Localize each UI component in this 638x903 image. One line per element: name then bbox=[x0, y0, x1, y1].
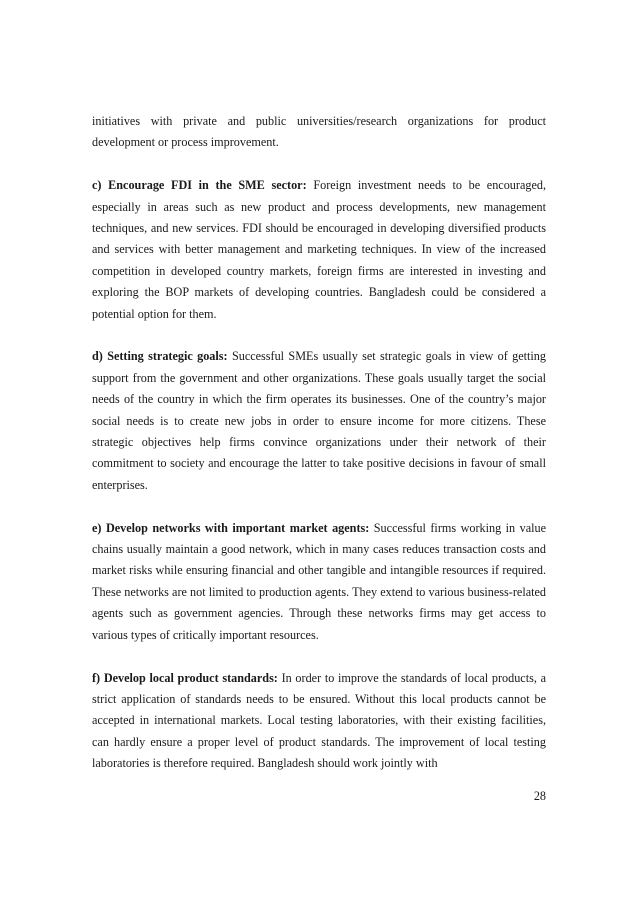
paragraph-text: initiatives with private and public universities/research organizations for product development or process improvement. bbox=[92, 114, 546, 150]
paragraph-text: In order to improve the standards of local products, a strict application of standards needs to be ensured. Without this local products cannot be accepted in international markets. Local testing laboratories, with their existing facilities, can hardly ensure a proper level of product standards. The improvement of local testing laboratories is therefore required. Bangladesh should work jointly with bbox=[92, 670, 546, 771]
paragraph-text: Successful firms working in value chains usually maintain a good network, which in many cases reduces transaction costs and market risks while ensuring financial and other tangible and intangible resources if required. These networks are not limited to production agents. They extend to various business-related agents such as government agencies. Through these networks firms may get access to various types of critically important resources. bbox=[92, 520, 547, 642]
paragraph-heading: e) Develop networks with important market agents: bbox=[92, 520, 370, 535]
paragraph-encourage-fdi bbox=[92, 175, 546, 325]
page-number: 28 bbox=[533, 789, 546, 803]
document-body bbox=[92, 111, 546, 775]
paragraph-strategic-goals bbox=[92, 346, 546, 496]
paragraph-networks bbox=[92, 518, 546, 646]
paragraph-text: Foreign investment needs to be encouraged, especially in areas such as new product and process developments, new management techniques, and new services. FDI should be encouraged in developing diversified products and services with better management and marketing techniques. In view of the increased competition in developed country markets, foreign firms are interested in investing and exploring the BOP markets of developing countries. Bangladesh could be considered a potential option for them. bbox=[92, 178, 546, 321]
paragraph-heading: c) Encourage FDI in the SME sector: bbox=[92, 178, 307, 193]
paragraph-intro bbox=[92, 111, 546, 154]
paragraph-product-standards bbox=[92, 668, 546, 775]
paragraph-text: Successful SMEs usually set strategic goals in view of getting support from the government and other organizations. These goals usually target the social needs of the country in which the firm operates its businesses. One of the country’s major social needs is to create new jobs in order to ensure income for more citizens. These strategic objectives help firms convince organizations under their network of their commitment to society and encourage the latter to take positive decisions in favour of small enterprises. bbox=[92, 349, 546, 492]
paragraph-heading: f) Develop local product standards: bbox=[92, 670, 278, 685]
paragraph-heading: d) Setting strategic goals: bbox=[92, 349, 228, 364]
